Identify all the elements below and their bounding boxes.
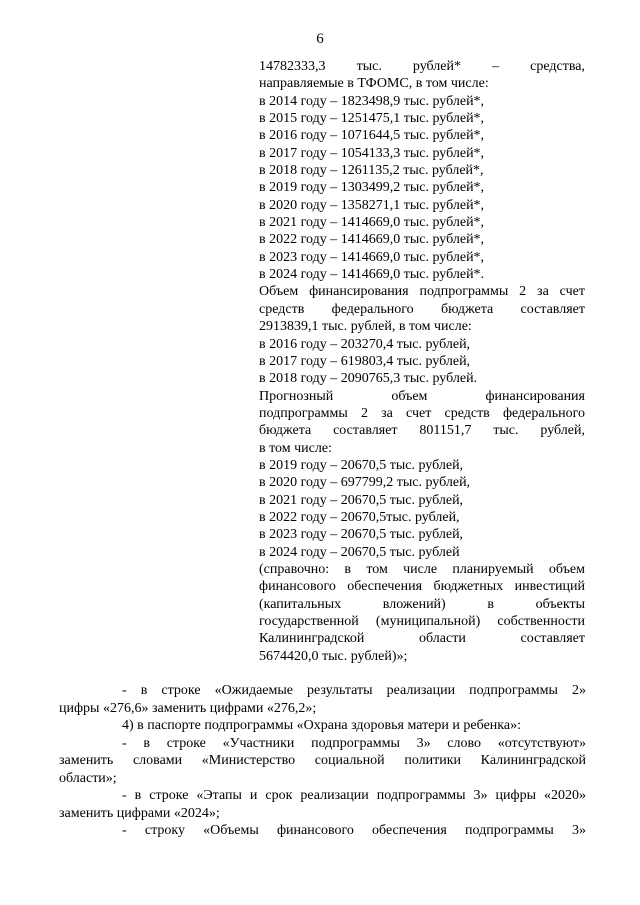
amendment-line: заменить словами «Министерство социальной политики Калининградской <box>59 753 586 768</box>
financing-line: бюджета составляет 801151,7 тыс. рублей, <box>259 423 585 439</box>
financing-line: в 2020 году – 697799,2 тыс. рублей, <box>259 475 471 491</box>
financing-line: в 2022 году – 1414669,0 тыс. рублей*, <box>259 232 485 248</box>
financing-line: в 2017 году – 1054133,3 тыс. рублей*, <box>259 145 485 161</box>
financing-line: (капитальных вложений) в объекты <box>259 596 585 612</box>
financing-line: (справочно: в том числе планируемый объем <box>259 561 585 577</box>
financing-line: в 2024 году – 1414669,0 тыс. рублей*. <box>259 267 485 283</box>
financing-line: в 2020 году – 1358271,1 тыс. рублей*, <box>259 197 485 213</box>
amendment-line: 4) в паспорте подпрограммы «Охрана здоровья матери и ребенка»: <box>122 718 521 733</box>
financing-line: направляемые в ТФОМС, в том числе: <box>259 76 489 92</box>
financing-line: в 2023 году – 20670,5 тыс. рублей, <box>259 527 464 543</box>
amendment-line: заменить цифрами «2024»; <box>59 805 220 821</box>
amendments-text <box>59 682 586 840</box>
page-number: 6 <box>316 31 324 47</box>
financing-line: 14782333,3 тыс. рублей* – средства, <box>259 59 585 74</box>
amendment-line: - в строке «Ожидаемые результаты реализации подпрограммы 2» <box>122 683 586 698</box>
financing-line: в том числе: <box>259 440 332 456</box>
financing-block <box>259 58 585 665</box>
financing-line: подпрограммы 2 за счет средств федерального <box>259 405 585 421</box>
financing-line: 2913839,1 тыс. рублей, в том числе: <box>259 319 472 335</box>
amendment-line: - в строке «Участники подпрограммы 3» слово «отсутствуют» <box>122 735 586 751</box>
financing-line: в 2022 году – 20670,5тыс. рублей, <box>259 509 460 525</box>
financing-line: в 2024 году – 20670,5 тыс. рублей <box>259 544 460 560</box>
financing-line: в 2015 году – 1251475,1 тыс. рублей*, <box>259 111 485 127</box>
financing-line: Прогнозный объем финансирования <box>259 388 585 404</box>
financing-line: в 2018 году – 2090765,3 тыс. рублей. <box>259 371 478 387</box>
financing-line: в 2016 году – 203270,4 тыс. рублей, <box>259 336 471 352</box>
financing-line: в 2021 году – 20670,5 тыс. рублей, <box>259 492 464 508</box>
amendment-line: области»; <box>59 770 117 786</box>
financing-line: в 2021 году – 1414669,0 тыс. рублей*, <box>259 215 485 231</box>
amendment-line: цифры «276,6» заменить цифрами «276,2»; <box>59 700 317 716</box>
financing-line: в 2019 году – 20670,5 тыс. рублей, <box>259 457 464 473</box>
financing-line: в 2023 году – 1414669,0 тыс. рублей*, <box>259 249 485 265</box>
financing-line: финансового обеспечения бюджетных инвестиций <box>259 579 585 595</box>
financing-line: в 2016 году – 1071644,5 тыс. рублей*, <box>259 128 485 144</box>
financing-line: 5674420,0 тыс. рублей)»; <box>259 648 408 664</box>
financing-line: в 2018 году – 1261135,2 тыс. рублей*, <box>259 163 484 179</box>
amendment-line: - в строке «Этапы и срок реализации подпрограммы 3» цифры «2020» <box>122 788 586 803</box>
financing-line: Калининградской области составляет <box>259 631 585 647</box>
financing-line: средств федерального бюджета составляет <box>259 301 585 317</box>
financing-line: Объем финансирования подпрограммы 2 за счет <box>259 284 585 300</box>
financing-line: в 2014 году – 1823498,9 тыс. рублей*, <box>259 93 485 109</box>
financing-line: государственной (муниципальной) собственности <box>259 614 585 629</box>
financing-line: в 2019 году – 1303499,2 тыс. рублей*, <box>259 180 485 196</box>
financing-line: в 2017 году – 619803,4 тыс. рублей, <box>259 353 471 369</box>
amendment-line: - строку «Объемы финансового обеспечения подпрограммы 3» <box>122 823 586 838</box>
